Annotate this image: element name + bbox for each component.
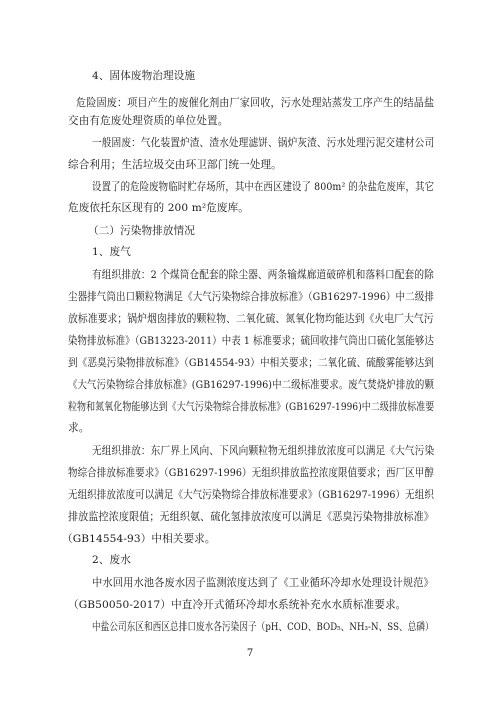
paragraph-line: 危险固废：项目产生的废催化剂由厂家回收，污水处理站蒸发工序产生的结晶盐 <box>76 97 435 109</box>
section-heading-emissions: （二）污染物排放情况 <box>88 225 195 237</box>
paragraph-line: 到《恶臭污染物排放标准》（GB14554-93）中相关要求；二氧化硫、硫酸雾能够达到 <box>68 357 434 369</box>
paragraph-line: 无组织排放浓度可以满足《大气污染物综合排放标准要求》（GB16297-1996）无组织 <box>68 489 434 501</box>
paragraph-line: 《大气污染物综合排放标准》(GB16297-1996)中二级标准要求。废气焚烧炉排放的颗 <box>68 379 434 391</box>
paragraph-line: 放标准要求；锅炉烟囱排放的颗粒物、二氧化硫、氮氧化物均能达到《火电厂大气污 <box>68 313 434 325</box>
paragraph-line: 无组织排放：东厂界上风向、下风向颗粒物无组织排放浓度可以满足《大气污染 <box>92 445 435 457</box>
paragraph-line: （GB50050-2017）中直冷开式循环冷却水系统补充水水质标准要求。 <box>68 599 407 611</box>
paragraph-line: 一般固废：气化装置炉渣、渣水处理滤饼、锅炉灰渣、污水处理污泥交建材公司 <box>92 137 435 149</box>
subsection-heading-exhaust-gas: 1、废气 <box>92 246 131 258</box>
paragraph-line: 粒物和氮氧化物能够达到《大气污染物综合排放标准》(GB16297-1996)中二级排放标准要 <box>68 401 435 413</box>
section-heading-solid-waste: 4、固体废物治理设施 <box>92 70 196 82</box>
paragraph-line: 危废依托东区现有的 200 m²危废库。 <box>68 202 249 214</box>
subsection-heading-wastewater: 2、废水 <box>92 554 131 566</box>
page-number: 7 <box>246 648 254 659</box>
paragraph-line: 中盐公司东区和西区总排口废水各污染因子（pH、COD、BOD₅、NH₃-N、SS、总磷） <box>92 621 434 633</box>
paragraph-line: 排放监控浓度限值；无组织氨、硫化氢排放浓度可以满足《恶臭污染物排放标准》 <box>68 511 434 523</box>
paragraph-line: 尘器排气筒出口颗粒物满足《大气污染物综合排放标准》（GB16297-1996）中二级排 <box>68 291 434 303</box>
paragraph-line: 求。 <box>68 422 90 434</box>
paragraph-line: （GB14554-93）中相关要求。 <box>62 533 216 545</box>
paragraph-line: 综合利用；生活垃圾交由环卫部门统一处理。 <box>68 159 282 171</box>
paragraph-line: 交由有危废处理资质的单位处置。 <box>68 115 229 127</box>
paragraph-line: 中水回用水池各废水因子监测浓度达到了《工业循环冷却水处理设计规范》 <box>92 577 434 589</box>
paragraph-line: 设置了的危险废物临时贮存场所，其中在西区建设了 800m² 的杂盐危废库，其它 <box>92 181 435 193</box>
paragraph-line: 染物排放标准》（GB13223-2011）中表 1 标准要求；硫回收排气筒出口硫化氢能够达 <box>68 335 434 347</box>
paragraph-line: 有组织排放：2 个煤筒仓配套的除尘器、两条输煤廊道破碎机和落料口配套的除 <box>92 269 434 281</box>
paragraph-line: 物综合排放标准要求》（GB16297-1996）无组织排放监控浓度限值要求；西厂区甲醇 <box>68 467 434 479</box>
